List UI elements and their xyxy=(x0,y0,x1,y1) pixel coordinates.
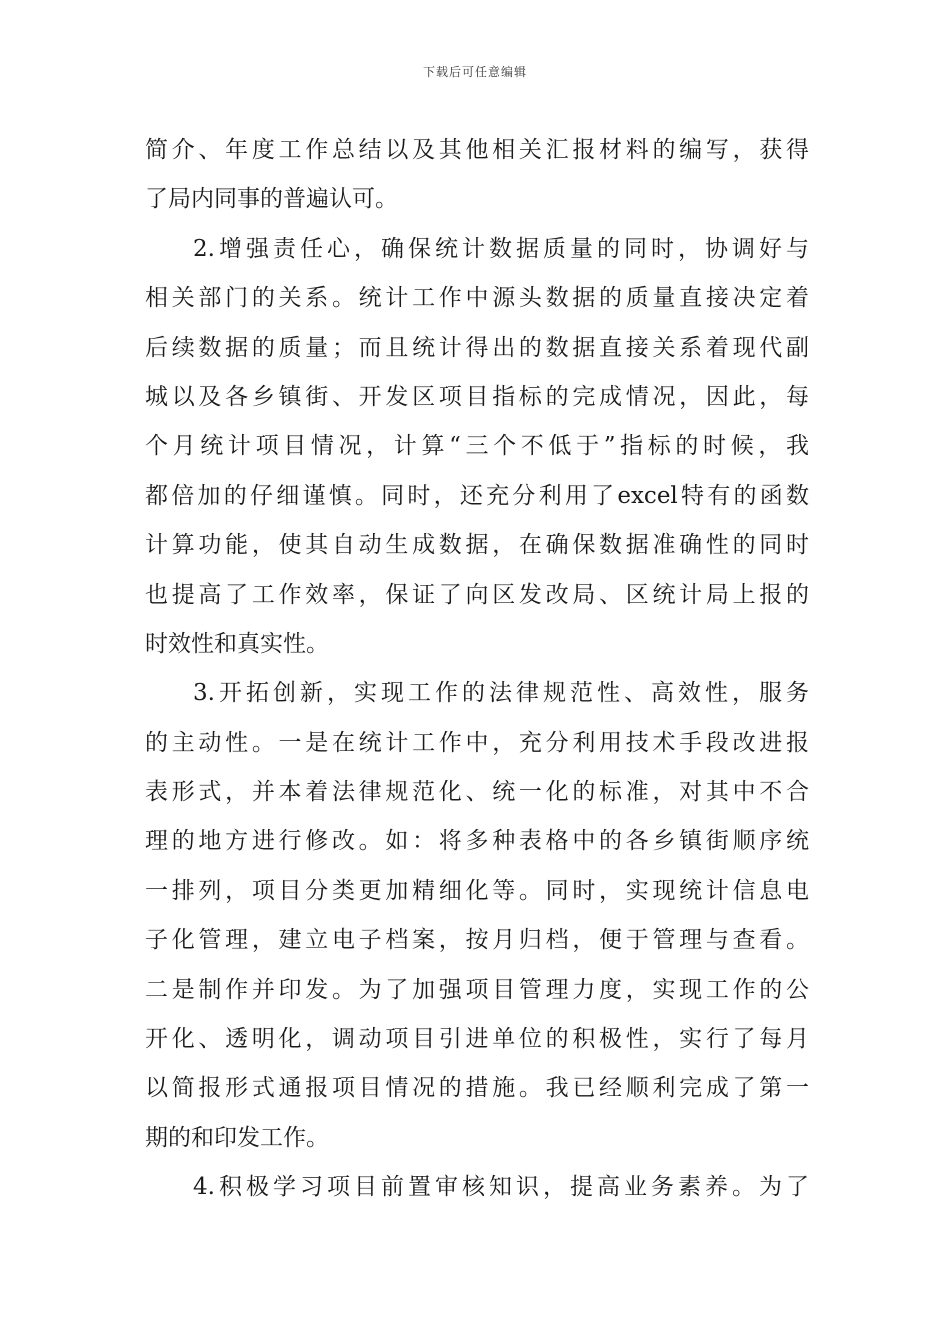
text-line: 以简报形式通报项目情况的措施。我已经顺利完成了第一 xyxy=(145,1075,809,1102)
text-line: 4.积极学习项目前置审核知识，提高业务素养。为了 xyxy=(193,1174,809,1201)
text-line: 简介、年度工作总结以及其他相关汇报材料的编写，获得 xyxy=(145,137,809,163)
text-line: 开化、透明化，调动项目引进单位的积极性，实行了每月 xyxy=(145,1026,809,1053)
document-body xyxy=(145,126,809,1213)
text-line: 都倍加的仔细谨慎。同时，还充分利用了excel特有的函数 xyxy=(145,482,809,509)
text-line: 子化管理，建立电子档案，按月归档，便于管理与查看。 xyxy=(145,927,809,954)
text-line: 3.开拓创新，实现工作的法律规范性、高效性，服务 xyxy=(193,680,809,707)
text-line: 时效性和真实性。 xyxy=(145,630,329,657)
text-line: 2.增强责任心，确保统计数据质量的同时，协调好与 xyxy=(193,235,809,262)
text-line: 相关部门的关系。统计工作中源头数据的质量直接决定着 xyxy=(145,285,809,312)
text-line: 个月统计项目情况，计算“三个不低于”指标的时候，我 xyxy=(145,433,809,460)
text-line: 表形式，并本着法律规范化、统一化的标准，对其中不合 xyxy=(145,779,809,806)
text-line: 了局内同事的普遍认可。 xyxy=(145,186,398,213)
text-line: 理的地方进行修改。如：将多种表格中的各乡镇街顺序统 xyxy=(145,828,809,855)
text-line: 期的和印发工作。 xyxy=(145,1124,329,1151)
page-header: 下载后可任意编辑 xyxy=(422,65,527,79)
text-line: 二是制作并印发。为了加强项目管理力度，实现工作的公 xyxy=(145,976,809,1003)
text-line: 的主动性。一是在统计工作中，充分利用技术手段改进报 xyxy=(145,729,809,756)
text-line: 城以及各乡镇街、开发区项目指标的完成情况，因此，每 xyxy=(145,383,809,410)
text-line: 也提高了工作效率，保证了向区发改局、区统计局上报的 xyxy=(145,581,809,608)
text-line: 后续数据的质量；而且统计得出的数据直接关系着现代副 xyxy=(145,334,809,361)
text-line: 计算功能，使其自动生成数据，在确保数据准确性的同时 xyxy=(145,532,809,559)
text-line: 一排列，项目分类更加精细化等。同时，实现统计信息电 xyxy=(145,877,809,904)
